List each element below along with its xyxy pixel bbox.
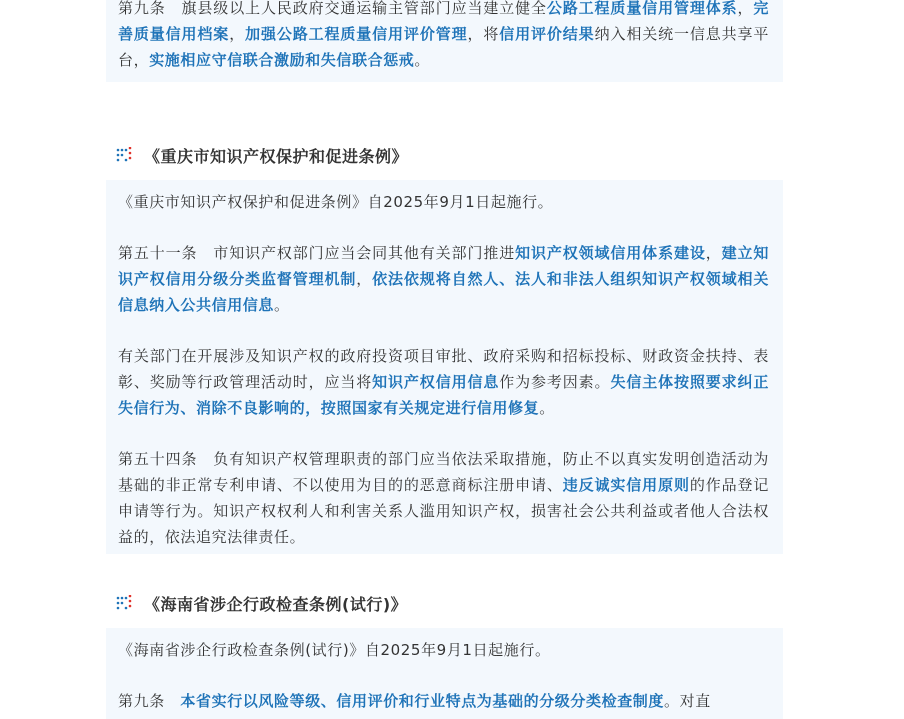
plain-text: ，将: [467, 25, 500, 43]
plain-text: 。: [274, 296, 290, 314]
article-card-transport: [106, 0, 783, 82]
section-title: 《重庆市知识产权保护和促进条例》: [144, 146, 409, 166]
plain-text: 。: [539, 399, 555, 417]
highlight-text: 失信主体按照要求纠正失信行为、消除不良影响的，按照国家有关规定进行信用修复: [118, 373, 769, 417]
highlight-text: 实施相应守信联合激励和失信联合惩戒: [149, 51, 415, 69]
plain-text: 。对直: [664, 692, 711, 710]
highlight-text: 知识产权信用信息: [372, 373, 500, 391]
highlight-text: 信用评价结果: [499, 25, 595, 43]
plain-text: 纳入相关统一信息共享平台，: [118, 25, 770, 69]
highlight-text: 知识产权领域信用体系建设: [515, 244, 706, 262]
plain-text: 《重庆市知识产权保护和促进条例》自2025年9月1日起施行。: [118, 193, 554, 211]
plain-text: ，: [356, 270, 373, 288]
highlight-text: 违反诚实信用原则: [562, 476, 690, 494]
article-card-chongqing: [106, 180, 783, 554]
highlight-text: 建立知识产权信用分级分类监督管理机制: [118, 244, 769, 288]
plain-text: ，: [229, 25, 246, 43]
article-paragraph: [106, 240, 783, 318]
article-paragraph: [106, 446, 783, 550]
plain-text: 《海南省涉企行政检查条例(试行)》自2025年9月1日起施行。: [118, 641, 551, 659]
plain-text: 第五十四条 负有知识产权管理职责的部门应当依法采取措施，防止不以真实发明创造活动为基础的非正常专利申请、不以使用为目的的恶意商标注册申请、: [118, 450, 769, 494]
plain-text: 第九条: [118, 692, 181, 710]
plain-text: 第九条 旗县级以上人民政府交通运输主管部门应当建立健全: [118, 0, 547, 17]
plain-text: ，: [705, 244, 722, 262]
plain-text: 第五十一条 市知识产权部门应当会同其他有关部门推进: [118, 244, 516, 262]
plain-text: 有关部门在开展涉及知识产权的政府投资项目审批、政府采购和招标投标、财政资金扶持、表彰、奖励等行政管理活动时，应当将: [118, 347, 769, 391]
highlight-text: 加强公路工程质量信用评价管理: [245, 25, 468, 43]
section-heading-chongqing: [116, 140, 408, 170]
highlight-text: 公路工程质量信用管理体系: [546, 0, 738, 17]
article-card-hainan: [106, 628, 783, 719]
dots-bullet-icon: [116, 595, 132, 611]
plain-text: 的作品登记申请等行为。知识产权权利人和利害关系人滥用知识产权，损害社会公共利益或者他人合法权益的，依法追究法律责任。: [118, 476, 769, 546]
article-paragraph: [106, 637, 783, 663]
section-title: 《海南省涉企行政检查条例(试行)》: [144, 594, 408, 614]
section-heading-hainan: [116, 588, 407, 618]
article-paragraph: [106, 343, 783, 421]
article-paragraph: [106, 189, 783, 215]
article-paragraph: [106, 688, 783, 714]
highlight-text: 本省实行以风险等级、信用评价和行业特点为基础的分级分类检查制度: [180, 692, 665, 710]
plain-text: 。: [414, 51, 431, 69]
highlight-text: 依法依规将自然人、法人和非法人组织知识产权领域相关信息纳入公共信用信息: [118, 270, 769, 314]
highlight-text: 完善质量信用档案: [118, 0, 770, 43]
article-paragraph: [106, 0, 783, 73]
plain-text: 作为参考因素。: [499, 373, 611, 391]
dots-bullet-icon: [116, 147, 132, 163]
plain-text: ，: [737, 0, 754, 17]
